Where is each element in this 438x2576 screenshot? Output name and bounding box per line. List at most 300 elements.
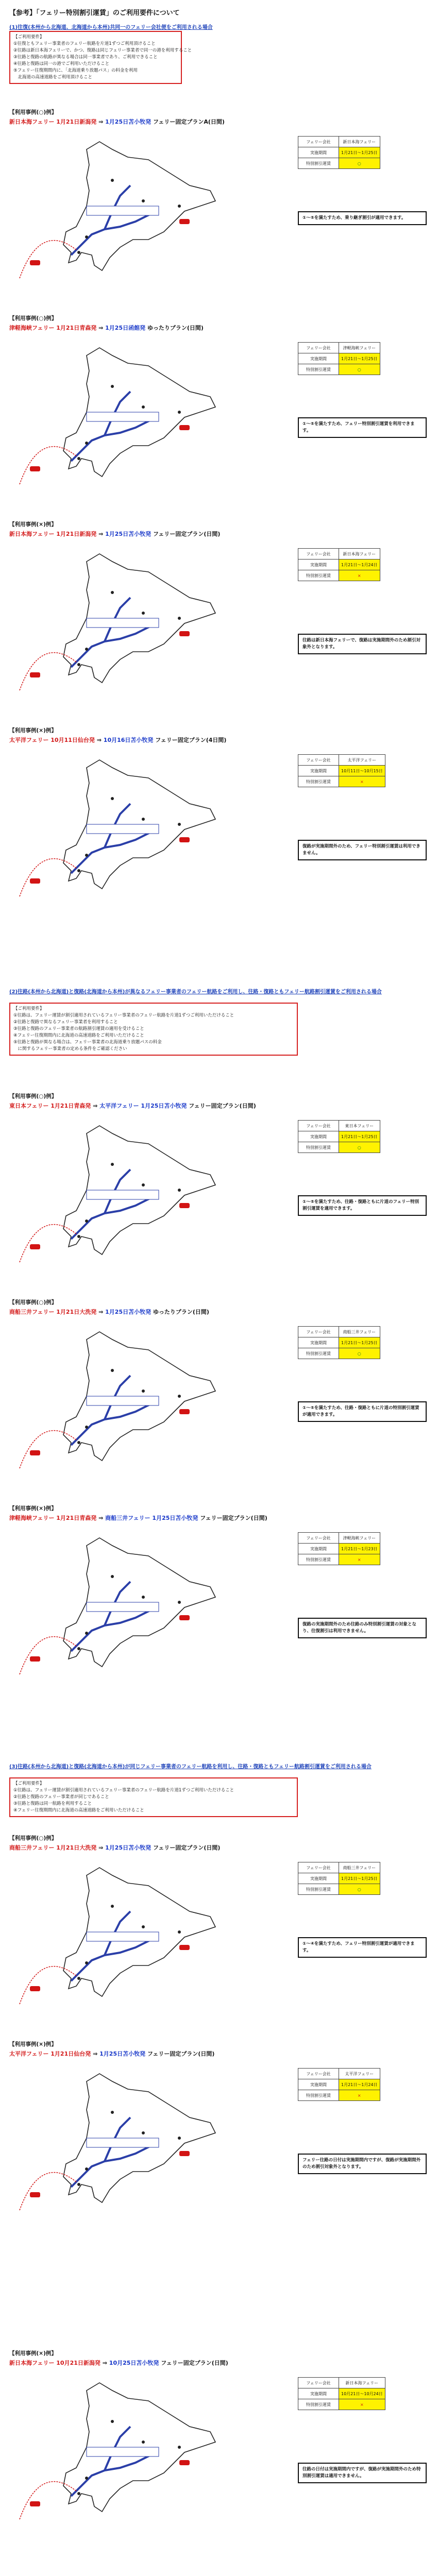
route-outbound: 新日本海フェリー 10月21日新潟発 — [9, 2360, 100, 2366]
table-row — [298, 2079, 380, 2090]
table-header-cell: フェリー会社 — [298, 755, 339, 766]
table-header-cell: 特別割引運賃 — [298, 364, 339, 375]
route-return: 1月25日函館発 — [105, 325, 146, 331]
section-3-notes — [9, 1777, 298, 1817]
table-header-cell: フェリー会社 — [298, 1862, 339, 1873]
car-icon — [179, 1945, 190, 1950]
route-outbound: 商船三井フェリー 1月21日大洗発 — [9, 1844, 97, 1851]
route-outbound: 東日本フェリー 1月21日青森発 — [9, 1103, 91, 1109]
table-row — [298, 549, 380, 560]
table-value-cell: ○ — [339, 364, 380, 375]
table-header-cell: フェリー会社 — [298, 2069, 339, 2079]
ferry-info-table — [298, 342, 380, 375]
city-dot — [77, 2492, 80, 2495]
table-header-cell: 実施期間 — [298, 2079, 339, 2090]
route-plan: フェリー固定プラン(日間) — [159, 2360, 228, 2366]
usage-example — [9, 726, 428, 856]
table-value-cell: ○ — [339, 158, 380, 169]
table-row — [298, 2069, 380, 2079]
note-line: ⑤フェリー往復期間内に、「北海道乗り放題パス」の料金を利用 — [13, 68, 138, 73]
table-row — [298, 766, 385, 776]
city-dot — [111, 1575, 114, 1578]
route-return: 太平洋フェリー 1月25日苫小牧発 — [99, 1103, 187, 1109]
city-dot — [85, 854, 88, 857]
table-header-cell: 特別割引運賃 — [298, 1142, 339, 1153]
example-route — [9, 736, 428, 744]
route-separator: ⇒ — [96, 531, 106, 537]
table-header-cell: 特別割引運賃 — [298, 1554, 339, 1565]
example-route — [9, 117, 428, 126]
table-header-cell: 実施期間 — [298, 1337, 339, 1348]
note-line: ①往復ともフェリー事業者のフェリー航路を片道1ずつご利用頂けること — [13, 41, 156, 46]
city-dot — [111, 1369, 114, 1372]
note-line: ①往路は、フェリー運賃が割引適用されているフェリー事業者のフェリー航路を片道1ずつご利用いただけること — [13, 1788, 234, 1793]
city-dot — [77, 2183, 80, 2186]
section-1-head: (1)往復(本州から北海道、北海道から本州)共同一のフェリー会社便をご利用される場合 — [9, 25, 213, 30]
example-label: 【利用事例(○)例】 — [9, 109, 57, 115]
table-value-cell: 1月21日〜1月25日 — [339, 1337, 380, 1348]
usage-example — [9, 2040, 428, 2170]
city-dot — [142, 612, 145, 615]
table-header-cell: 実施期間 — [298, 560, 339, 570]
city-dot — [142, 2441, 145, 2444]
route-separator: ⇒ — [96, 1844, 106, 1851]
example-label: 【利用事例(○)例】 — [9, 1299, 57, 1306]
route-return: 10月16日苫小牧発 — [103, 737, 154, 743]
city-dot — [85, 1961, 88, 1964]
table-header-cell: フェリー会社 — [298, 549, 339, 560]
table-value-cell: 津軽海峡フェリー — [339, 1533, 380, 1544]
route-plan: フェリー固定プラン(日間) — [151, 1844, 221, 1851]
expressway-label-box — [87, 824, 159, 834]
condition-callout: ①〜⑤を満たすため、往路・復路ともに片道のフェリー特別割引運賃を適用できます。 — [298, 1195, 427, 1216]
table-header-cell: フェリー会社 — [298, 2378, 339, 2388]
expressway-label-box — [87, 2447, 159, 2456]
city-dot — [111, 2111, 114, 2114]
table-value-cell: 10月11日〜10月15日 — [339, 766, 385, 776]
car-icon — [30, 2501, 40, 2506]
city-dot — [178, 1395, 181, 1398]
table-value-cell: 1月21日〜1月25日 — [339, 353, 380, 364]
table-row — [298, 2399, 385, 2410]
usage-example — [9, 314, 428, 433]
condition-callout: 往路の日付は実施期間内ですが、復路が実施期間外のため特別割引運賃は適用できません。 — [298, 2463, 427, 2483]
route-separator: ⇒ — [100, 2360, 109, 2366]
city-dot — [77, 251, 80, 254]
table-value-cell: 1月21日〜1月25日 — [339, 1131, 380, 1142]
route-separator: ⇒ — [96, 325, 106, 331]
ferry-info-table — [298, 1120, 380, 1153]
condition-callout: ①〜④を満たすため、フェリー特別割引運賃が適用できます。 — [298, 1937, 427, 1958]
ferry-info-table — [298, 754, 385, 787]
example-route — [9, 1514, 428, 1522]
table-value-cell: 10月21日〜10月24日 — [339, 2388, 385, 2399]
table-row — [298, 364, 380, 375]
table-header-cell: 特別割引運賃 — [298, 158, 339, 169]
car-icon — [30, 878, 40, 884]
expressway-label-box — [87, 1190, 159, 1199]
city-dot — [178, 411, 181, 414]
expressway-label-box — [87, 618, 159, 628]
hokkaido-map — [9, 129, 226, 283]
table-header-cell: フェリー会社 — [298, 137, 339, 147]
route-outbound: 津軽海峡フェリー 1月21日青森発 — [9, 1515, 97, 1521]
table-row — [298, 2388, 385, 2399]
table-value-cell: 1月21日〜1月24日 — [339, 560, 380, 570]
note-line: ⑤往路と復路が異なる場合は、フェリー事業者の北海道乗り放題パスの料金 — [13, 1040, 162, 1045]
table-row — [298, 353, 380, 364]
city-dot — [111, 385, 114, 388]
car-icon — [179, 425, 190, 430]
city-dot — [85, 648, 88, 651]
table-value-cell: 太平洋フェリー — [339, 2069, 380, 2079]
car-icon — [179, 1409, 190, 1414]
city-dot — [77, 663, 80, 666]
ferry-info-table — [298, 2377, 385, 2410]
example-label: 【利用事例(○)例】 — [9, 1093, 57, 1099]
city-dot — [85, 2477, 88, 2480]
car-icon — [30, 672, 40, 677]
city-dot — [178, 1601, 181, 1604]
table-value-cell: 1月21日〜1月23日 — [339, 1544, 380, 1554]
condition-callout: フェリー往路の日付は実施期間内ですが、復路が実施期間外のため割引対象外となります。 — [298, 2154, 427, 2174]
table-value-cell: × — [339, 2090, 380, 2101]
car-icon — [179, 1203, 190, 1208]
table-header-cell: 特別割引運賃 — [298, 2090, 339, 2101]
table-header-cell: 特別割引運賃 — [298, 570, 339, 581]
note-line: 北海道の高速道路をご利用頂けること — [13, 75, 93, 80]
table-value-cell: 1月21日〜1月25日 — [339, 1873, 380, 1884]
condition-callout: ①〜⑤を満たすため、フェリー特別割引運賃を利用できます。 — [298, 417, 427, 438]
hokkaido-map — [9, 1113, 226, 1267]
table-row — [298, 1862, 380, 1873]
route-outbound: 商船三井フェリー 1月21日大洗発 — [9, 1309, 97, 1315]
route-outbound: 新日本海フェリー 1月21日新潟発 — [9, 118, 97, 125]
table-value-cell: 1月21日〜1月24日 — [339, 2079, 380, 2090]
city-dot — [85, 442, 88, 445]
table-value-cell: 1月21日〜1月25日 — [339, 147, 380, 158]
table-row — [298, 1554, 380, 1565]
expressway-label-box — [87, 1932, 159, 1941]
city-dot — [77, 1235, 80, 1238]
hokkaido-map — [9, 1319, 226, 1473]
table-row — [298, 137, 380, 147]
table-value-cell: 新日本海フェリー — [339, 2378, 385, 2388]
car-icon — [30, 2192, 40, 2197]
table-row — [298, 1121, 380, 1131]
hokkaido-map-svg — [9, 1113, 226, 1267]
condition-callout: ①〜⑤を満たすため、乗り継ぎ割引が適用できます。 — [298, 211, 427, 225]
note-line: ③往路と復路のフェリー事業者の航路割引運賃の適用を受けること — [13, 1026, 144, 1031]
car-icon — [30, 466, 40, 471]
ferry-info-table — [298, 1326, 380, 1359]
expressway-label-box — [87, 206, 159, 215]
table-header-cell: 実施期間 — [298, 1873, 339, 1884]
example-label: 【利用事例(×)例】 — [9, 521, 57, 528]
table-row — [298, 158, 380, 169]
table-row — [298, 147, 380, 158]
table-row — [298, 1337, 380, 1348]
table-row — [298, 1348, 380, 1359]
table-row — [298, 570, 380, 581]
example-label: 【利用事例(×)例】 — [9, 727, 57, 734]
table-value-cell: 津軽海峡フェリー — [339, 343, 380, 353]
city-dot — [111, 179, 114, 182]
example-route — [9, 1843, 428, 1852]
hokkaido-map-svg — [9, 335, 226, 489]
note-line: に関するフェリー事業者の定める条件をご確認ください — [13, 1046, 127, 1052]
route-plan: ゆったりプラン(日間) — [151, 1309, 209, 1315]
usage-example — [9, 2349, 428, 2479]
example-route — [9, 2359, 428, 2367]
hokkaido-map — [9, 747, 226, 902]
table-value-cell: 商船三井フェリー — [339, 1327, 380, 1337]
table-row — [298, 1131, 380, 1142]
example-label: 【利用事例(×)例】 — [9, 2350, 57, 2357]
section-3-head: (3)往路(本州から北海道)と復路(北海道から本州)が同じフェリー事業者のフェリー航路を利用し、往路・復路ともフェリー航路割引運賃をご利用される場合 — [9, 1764, 372, 1770]
condition-callout: 往路は新日本海フェリーで、復路は実施期間外のため割引対象外となります。 — [298, 634, 427, 654]
route-plan: フェリー固定プラン(日間) — [198, 1515, 267, 1521]
example-label: 【利用事例(×)例】 — [9, 1505, 57, 1512]
expressway-label-box — [87, 1396, 159, 1405]
table-row — [298, 1533, 380, 1544]
expressway-label-box — [87, 1602, 159, 1612]
ferry-info-table — [298, 136, 380, 169]
example-route — [9, 530, 428, 538]
example-route — [9, 1308, 428, 1316]
hokkaido-map-svg — [9, 747, 226, 902]
table-value-cell: 新日本海フェリー — [339, 137, 380, 147]
city-dot — [178, 2137, 181, 2140]
table-value-cell: × — [339, 2399, 385, 2410]
condition-callout: 復路の実施期間外のため往路のみ特別割引運賃の対象となり、往復割引は利用できません。 — [298, 1618, 427, 1638]
car-icon — [30, 1656, 40, 1662]
city-dot — [77, 1977, 80, 1980]
car-icon — [179, 837, 190, 842]
example-label: 【利用事例(○)例】 — [9, 1835, 57, 1841]
hokkaido-map — [9, 2061, 226, 2215]
note-line: ④往路と復路は同一の港でご利用いただけること — [13, 61, 110, 66]
ferry-info-table — [298, 1532, 380, 1565]
route-outbound: 新日本海フェリー 1月21日新潟発 — [9, 531, 97, 537]
table-row — [298, 1327, 380, 1337]
city-dot — [178, 205, 181, 208]
route-return: 1月25日苫小牧発 — [105, 1309, 151, 1315]
note-line: ②往路と復路で異なるフェリー事業者を利用すること — [13, 1020, 118, 1025]
usage-example — [9, 520, 428, 650]
route-separator: ⇒ — [96, 1515, 106, 1521]
city-dot — [142, 818, 145, 821]
table-value-cell: ○ — [339, 1142, 380, 1153]
car-icon — [179, 219, 190, 224]
hokkaido-map-svg — [9, 1319, 226, 1473]
city-dot — [178, 617, 181, 620]
table-row — [298, 776, 385, 787]
city-dot — [85, 1219, 88, 1223]
table-value-cell: ○ — [339, 1884, 380, 1895]
ferry-info-table — [298, 2068, 380, 2101]
car-icon — [179, 1615, 190, 1620]
city-dot — [142, 199, 145, 202]
example-label: 【利用事例(×)例】 — [9, 2041, 57, 2047]
city-dot — [142, 1183, 145, 1187]
hokkaido-map-svg — [9, 129, 226, 283]
example-route — [9, 324, 428, 332]
usage-example — [9, 1092, 428, 1211]
city-dot — [178, 1930, 181, 1934]
car-icon — [30, 1450, 40, 1455]
hokkaido-map-svg — [9, 541, 226, 696]
table-header-cell: 実施期間 — [298, 147, 339, 158]
city-dot — [77, 1647, 80, 1650]
hokkaido-map — [9, 2370, 226, 2524]
city-dot — [85, 2167, 88, 2171]
hokkaido-map — [9, 335, 226, 489]
route-separator: ⇒ — [91, 1103, 100, 1109]
note-line: 【ご利用要件】 — [13, 1006, 44, 1011]
usage-example — [9, 1504, 428, 1634]
table-row — [298, 1142, 380, 1153]
table-row — [298, 560, 380, 570]
table-header-cell: 特別割引運賃 — [298, 776, 339, 787]
hokkaido-map-svg — [9, 2061, 226, 2215]
route-separator: ⇒ — [94, 737, 104, 743]
route-plan: フェリー固定プランA(日間) — [151, 118, 225, 125]
table-header-cell: 実施期間 — [298, 766, 339, 776]
route-return: 1月25日苫小牧発 — [105, 1844, 151, 1851]
car-icon — [179, 631, 190, 636]
car-icon — [30, 1986, 40, 1991]
city-dot — [142, 2131, 145, 2134]
table-value-cell: ○ — [339, 1348, 380, 1359]
route-return: 10月25日苫小牧発 — [109, 2360, 159, 2366]
city-dot — [77, 869, 80, 872]
route-plan: フェリー固定プラン(日間) — [145, 2050, 215, 2057]
table-row — [298, 1873, 380, 1884]
ferry-info-table — [298, 1862, 380, 1895]
example-route — [9, 2049, 428, 2058]
note-line: ④フェリー往復期間内に北海道の高速道路をご利用いただけること — [13, 1033, 144, 1038]
city-dot — [77, 1441, 80, 1444]
table-header-cell: 実施期間 — [298, 1131, 339, 1142]
table-header-cell: 実施期間 — [298, 2388, 339, 2399]
route-outbound: 太平洋フェリー 1月21日仙台発 — [9, 2050, 91, 2057]
route-return: 1月25日苫小牧発 — [99, 2050, 146, 2057]
route-separator: ⇒ — [96, 118, 106, 125]
route-separator: ⇒ — [96, 1309, 106, 1315]
city-dot — [85, 1426, 88, 1429]
city-dot — [142, 1389, 145, 1393]
note-line: ③往路と復路は同一航路を利用すること — [13, 1801, 92, 1806]
city-dot — [142, 1596, 145, 1599]
hokkaido-map — [9, 1855, 226, 2009]
table-row — [298, 2378, 385, 2388]
city-dot — [85, 235, 88, 239]
table-header-cell: フェリー会社 — [298, 1533, 339, 1544]
usage-example — [9, 108, 428, 221]
route-return: 1月25日苫小牧発 — [105, 531, 151, 537]
route-outbound: 太平洋フェリー 10月11日仙台発 — [9, 737, 95, 743]
section-2-notes — [9, 1003, 298, 1056]
hokkaido-map — [9, 1525, 226, 1680]
table-row — [298, 1884, 380, 1895]
car-icon — [30, 260, 40, 265]
table-value-cell: 太平洋フェリー — [339, 755, 385, 766]
city-dot — [178, 2446, 181, 2449]
note-line: 【ご利用要件】 — [13, 1781, 44, 1786]
route-plan: フェリー固定プラン(日間) — [151, 531, 221, 537]
condition-callout: 復路が実施期間外のため、フェリー特別割引運賃は利用できません。 — [298, 840, 427, 860]
table-header-cell: 特別割引運賃 — [298, 1884, 339, 1895]
hokkaido-map — [9, 541, 226, 696]
table-value-cell: 商船三井フェリー — [339, 1862, 380, 1873]
table-row — [298, 755, 385, 766]
city-dot — [142, 1925, 145, 1928]
city-dot — [77, 457, 80, 460]
note-line: ②往路は新日本海フェリーで、かつ、復路は同じフェリー事業者で同一の港を利用すること — [13, 48, 192, 53]
condition-callout: ①〜⑤を満たすため、往路・復路ともに片道の特別割引運賃が適用できます。 — [298, 1401, 427, 1422]
example-route — [9, 1101, 428, 1110]
table-header-cell: 特別割引運賃 — [298, 1348, 339, 1359]
route-return: 1月25日苫小牧発 — [105, 118, 151, 125]
route-separator: ⇒ — [91, 2050, 100, 2057]
city-dot — [111, 1905, 114, 1908]
table-row — [298, 2090, 380, 2101]
ferry-info-table — [298, 548, 380, 581]
car-icon — [179, 2460, 190, 2465]
table-header-cell: フェリー会社 — [298, 1121, 339, 1131]
table-value-cell: × — [339, 776, 385, 787]
note-line: ③往路と復路の航路が異なる場合は同一事業者であり、ご利用できること — [13, 55, 158, 60]
note-line: ④フェリー往復期間内に北海道の高速道路をご利用いただけること — [13, 1808, 144, 1813]
section-2-head: (2)往路(本州から北海道)と復路(北海道から本州)が異なるフェリー事業者のフェリー航路をご利用し、往路・復路ともフェリー航路割引運賃をご利用される場合 — [9, 989, 382, 995]
table-row — [298, 343, 380, 353]
table-value-cell: 東日本フェリー — [339, 1121, 380, 1131]
hokkaido-map-svg — [9, 1855, 226, 2009]
city-dot — [111, 591, 114, 594]
car-icon — [179, 2151, 190, 2156]
section-1-notes — [9, 31, 192, 84]
table-header-cell: フェリー会社 — [298, 343, 339, 353]
expressway-label-box — [87, 2138, 159, 2147]
route-plan: フェリー固定プラン(日間) — [187, 1103, 256, 1109]
route-plan: ゆったりプラン(日間) — [145, 325, 204, 331]
page-title: 【参考】「フェリー特別割引運賃」のご利用要件について — [9, 9, 180, 17]
city-dot — [85, 1632, 88, 1635]
note-line: ②往路と復路のフェリー事業者が同じであること — [13, 1794, 109, 1800]
expressway-label-box — [87, 412, 159, 421]
table-value-cell: 新日本海フェリー — [339, 549, 380, 560]
city-dot — [142, 405, 145, 409]
note-line: 【ご利用要件】 — [13, 35, 44, 40]
route-return: 商船三井フェリー 1月25日苫小牧発 — [105, 1515, 198, 1521]
example-label: 【利用事例(○)例】 — [9, 315, 57, 321]
city-dot — [111, 2420, 114, 2423]
city-dot — [111, 1163, 114, 1166]
city-dot — [178, 1189, 181, 1192]
hokkaido-map-svg — [9, 2370, 226, 2524]
note-line: ①往路は、フェリー運賃が割引適用されているフェリー事業者のフェリー航路を片道1ずつご利用いただけること — [13, 1013, 234, 1018]
table-header-cell: フェリー会社 — [298, 1327, 339, 1337]
table-row — [298, 1544, 380, 1554]
usage-example — [9, 1834, 428, 1953]
city-dot — [111, 797, 114, 800]
route-outbound: 津軽海峡フェリー 1月21日青森発 — [9, 325, 97, 331]
usage-example — [9, 1298, 428, 1417]
table-value-cell: × — [339, 570, 380, 581]
table-header-cell: 実施期間 — [298, 353, 339, 364]
route-plan: フェリー固定プラン(4日間) — [153, 737, 227, 743]
